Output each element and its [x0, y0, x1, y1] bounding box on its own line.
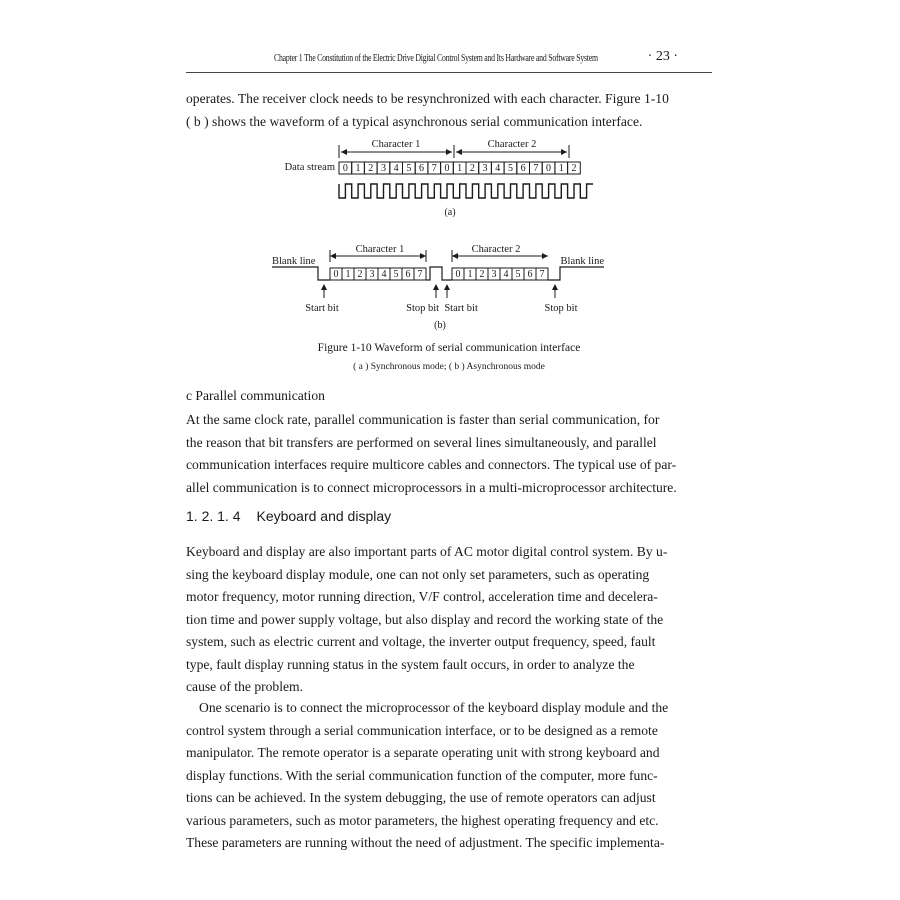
bit-number: 0 — [455, 269, 461, 280]
bit-number: 4 — [495, 163, 501, 174]
bit-number: 3 — [369, 269, 375, 280]
bit-number: 3 — [482, 163, 488, 174]
bit-number: 3 — [491, 269, 497, 280]
section-title: Keyboard and display — [256, 508, 392, 524]
bit-number: 5 — [515, 269, 521, 280]
figure-caption: Figure 1-10 Waveform of serial communication interface — [317, 342, 581, 354]
parallel-paragraph — [186, 409, 716, 499]
bit-number: 6 — [527, 269, 533, 280]
bit-number: 5 — [507, 163, 513, 174]
text-line: control system through a serial communication interface, or to be designed as a remote — [186, 722, 658, 738]
figure-a-sublabel: (a) — [444, 207, 456, 218]
figure-subcaption: ( a ) Synchronous mode; ( b ) Asynchronous mode — [353, 362, 545, 372]
bit-number: 6 — [419, 163, 425, 174]
async-line-waveform — [272, 267, 604, 280]
bit-number: 7 — [417, 269, 423, 280]
bit-number: 0 — [333, 269, 339, 280]
text-line: type, fault display running status in the system fault occurs, in order to analyze the — [186, 656, 635, 672]
bit-number: 4 — [503, 269, 509, 280]
text-line: system, such as electric current and voltage, the inverter output frequency, speed, fault — [186, 634, 656, 649]
text-line: allel communication is to connect microprocessors in a multi-microprocessor architecture. — [186, 479, 677, 495]
bit-number: 7 — [533, 163, 539, 174]
bit-number: 2 — [571, 163, 577, 174]
bit-number: 4 — [393, 163, 399, 174]
stop-start-bit-label: Stop bit Start bit — [406, 303, 478, 314]
text-line: Keyboard and display are also important parts of AC motor digital control system. By u- — [186, 544, 668, 559]
bit-number: 2 — [357, 269, 363, 280]
bit-number: 6 — [405, 269, 411, 280]
bit-number: 1 — [355, 163, 361, 174]
data-stream-label: Data stream — [284, 162, 335, 173]
page-number: · 23 · — [647, 49, 678, 64]
section-heading — [186, 508, 391, 524]
bit-number: 1 — [558, 163, 564, 174]
text-line: ( b ) shows the waveform of a typical asynchronous serial communication interface. — [186, 113, 643, 129]
bit-number: 2 — [368, 163, 374, 174]
bit-number: 6 — [520, 163, 526, 174]
bit-number: 7 — [431, 163, 437, 174]
figure-b-asynchronous — [272, 244, 604, 331]
bit-number: 2 — [469, 163, 475, 174]
text-line: At the same clock rate, parallel communication is faster than serial communication, for — [186, 412, 660, 427]
text-line: cause of the problem. — [186, 679, 304, 694]
bit-number: 2 — [479, 269, 485, 280]
text-line: tions can be achieved. In the system debugging, the use of remote operators can adjust — [186, 790, 656, 805]
figure-a-character2-label: Character 2 — [487, 139, 537, 150]
text-line: One scenario is to connect the microprocessor of the keyboard display module and the — [199, 700, 669, 715]
figure-1-10 — [0, 0, 900, 340]
scenario-paragraph — [186, 697, 716, 855]
figure-b-character1-label: Character 1 — [355, 244, 405, 255]
keyboard-paragraph — [186, 541, 716, 699]
text-line: the reason that bit transfers are performed on several lines simultaneously, and parallel — [186, 434, 657, 450]
subsection-heading: c Parallel communication — [186, 388, 325, 403]
blank-line-right-label: Blank line — [560, 256, 604, 267]
text-line: These parameters are running without the need of adjustment. The specific implementa- — [186, 835, 665, 850]
text-line: display functions. With the serial communication function of the computer, more func- — [186, 767, 658, 783]
bit-number: 1 — [467, 269, 473, 280]
stop-bit-label: Stop bit — [544, 303, 578, 314]
bit-number: 0 — [342, 163, 348, 174]
bit-number: 1 — [345, 269, 351, 280]
text-line: tion time and power supply voltage, but also display and record the working state of the — [186, 611, 664, 627]
running-head: Chapter 1 The Constitution of the Electric Drive Digital Control System and Its Hardware and Software System — [274, 53, 598, 64]
bit-number: 5 — [393, 269, 399, 280]
text-line: sing the keyboard display module, one can not only set parameters, such as operating — [186, 566, 650, 582]
text-line: communication interfaces require multicore cables and connectors. The typical use of par- — [186, 457, 677, 472]
text-line: various parameters, such as motor parameters, the highest operating frequency and etc. — [186, 812, 659, 828]
bit-number: 3 — [380, 163, 386, 174]
figure-b-sublabel: (b) — [434, 320, 446, 331]
figure-b-character2-label: Character 2 — [471, 244, 521, 255]
bit-number: 4 — [381, 269, 387, 280]
text-line: motor frequency, motor running direction, V/F control, acceleration time and decelera- — [186, 589, 658, 604]
character1-bits — [330, 268, 426, 280]
bit-number: 7 — [539, 269, 545, 280]
text-line: operates. The receiver clock needs to be resynchronized with each character. Figure 1-10 — [186, 91, 669, 106]
bit-number: 1 — [457, 163, 463, 174]
bit-pointer-arrows — [321, 284, 558, 298]
bit-number: 0 — [546, 163, 552, 174]
blank-line-left-label: Blank line — [272, 256, 316, 267]
data-stream-bits — [339, 162, 580, 174]
text-line: manipulator. The remote operator is a separate operating unit with strong keyboard and — [186, 745, 660, 760]
figure-a-synchronous — [285, 139, 593, 218]
start-bit-label: Start bit — [305, 303, 339, 314]
figure-a-character1-label: Character 1 — [371, 139, 421, 150]
character2-bits — [452, 268, 548, 280]
bit-number: 5 — [406, 163, 412, 174]
clock-waveform — [339, 184, 593, 198]
bit-number: 0 — [444, 163, 450, 174]
section-number: 1. 2. 1. 4 — [186, 508, 241, 524]
